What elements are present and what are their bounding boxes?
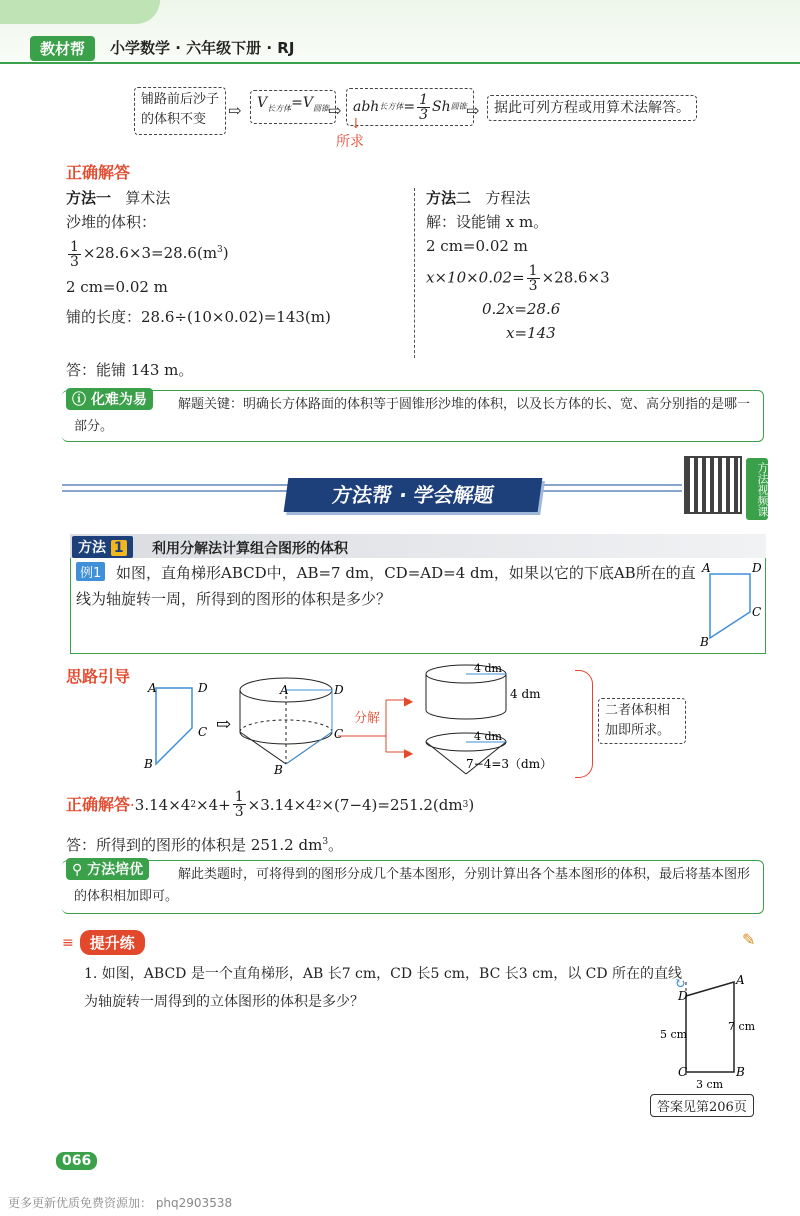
label-d: D xyxy=(678,989,688,1003)
tip-tag: ⓘ 化难为易 xyxy=(66,388,153,410)
fraction: $\frac{1}{3}$ xyxy=(528,263,538,294)
arrow-right-icon: ⇨ xyxy=(466,101,480,120)
flow-box-4: 据此可列方程或用算术法解答。 xyxy=(487,95,697,121)
arrow-right-icon: ⇨ xyxy=(328,101,342,120)
header-book-title: 小学数学 · 六年级下册 · RJ xyxy=(110,39,295,57)
answer1-final: 答：能铺 143 m。 xyxy=(66,361,194,379)
rotate-icon: ↻ xyxy=(674,976,686,992)
method-divider xyxy=(414,188,415,358)
ab-length: 7 cm xyxy=(728,1020,756,1033)
thinking-heading: 思路引导 xyxy=(66,667,131,686)
method-tag: 方法 1 xyxy=(72,536,133,558)
practice-figure xyxy=(656,972,766,1092)
answer-heading: 正确解答 xyxy=(66,163,131,182)
method2-block: 方法二 方程法 解：设能铺 x m。 2 cm=0.02 m x×10×0.02= $\frac{1}{3}$ ×28.6×3 0.2x=28.6 x=143 xyxy=(426,189,610,342)
label-d: D xyxy=(198,681,208,695)
label-c: C xyxy=(752,605,762,619)
brace xyxy=(575,670,593,778)
header-tag: 教材帮 xyxy=(30,36,95,61)
flow-box-2: $V_{长方体}=V_{圆锥}$ xyxy=(250,90,336,124)
lightbulb-icon: ⓘ xyxy=(72,392,91,408)
label-d: D xyxy=(752,561,762,575)
arrow-right-icon: ▶ xyxy=(404,694,414,708)
practice-question: 1. 如图，ABCD 是一个直角梯形，AB 长7 cm，CD 长5 cm，BC 长3 cm，以 CD 所在的直线为轴旋转一周得到的立体图形的体积是多少？ xyxy=(84,966,683,1010)
label-c: C xyxy=(198,725,208,739)
magnifier-icon: ⚲ xyxy=(72,862,88,878)
header-green-deco xyxy=(0,0,160,24)
cone-radius: 4 dm xyxy=(474,730,502,743)
label-c: C xyxy=(334,727,344,741)
cylinder-radius: 4 dm xyxy=(474,662,502,675)
arrow-right-icon: ⇨ xyxy=(216,714,232,735)
answer-reference[interactable]: 答案见第206页 xyxy=(650,1094,754,1117)
method-title: 利用分解法计算组合图形的体积 xyxy=(152,541,348,557)
cone-height: 7−4=3（dm） xyxy=(466,757,553,771)
answer2-line: 正确解答 · 3.14×4 2 ×4+ $\frac{1}{3}$ ×3.14×4 2 ×(7−4)=251.2(dm 3 ) xyxy=(66,789,475,820)
method1-block: 方法一 算术法 沙堆的体积： $\frac{1}{3}$ $\times 28.6\times 3=28.6(m^3)$ 2 cm=0.02 m 铺的长度：28.6÷(10×0.02)=143(m) xyxy=(66,189,331,326)
fraction: $\frac{1}{3}$ xyxy=(70,238,79,270)
arrow-down-icon: ↓ xyxy=(350,116,362,132)
flow-box-1: 铺路前后沙子的体积不变 xyxy=(134,87,226,135)
video-course-tab[interactable]: 方法视频课 xyxy=(746,458,768,520)
arrow-right-icon: ⇨ xyxy=(228,101,242,120)
practice-heading: ≡ 提升练 xyxy=(62,930,145,955)
arrow-right-icon: ▶ xyxy=(404,746,414,760)
tip-text: 解题关键：明确长方体路面的体积等于圆锥形沙堆的体积，以及长方体的长、宽、高分别指的是哪一部分。 xyxy=(74,397,751,434)
label-d: D xyxy=(334,683,344,697)
section-title: 方法帮 · 学会解题 xyxy=(284,478,543,512)
flow-box-3: abh 长方体 = $\frac{1}{3}$ Sh 圆锥 xyxy=(346,88,474,126)
label-b: B xyxy=(144,757,153,771)
label-b: B xyxy=(700,635,709,649)
label-c: C xyxy=(678,1065,688,1079)
label-a: A xyxy=(148,681,157,695)
fraction: $\frac{1}{3}$ xyxy=(419,91,428,123)
thinking-diagram xyxy=(140,660,600,780)
pencil-icon: ✎ xyxy=(742,930,756,949)
label-b: B xyxy=(736,1065,745,1079)
arrow-note: 所求 xyxy=(336,134,364,150)
example-text: 如图，直角梯形ABCD中，AB=7 dm，CD=AD=4 dm，如果以它的下底AB所在的直线为轴旋转一周，所得到的图形的体积是多少？ xyxy=(76,564,696,608)
tip-tag: ⚲ 方法培优 xyxy=(66,858,149,880)
fraction: $\frac{1}{3}$ xyxy=(234,789,244,820)
cylinder-height: 4 dm xyxy=(510,687,541,701)
label-a: A xyxy=(280,683,289,697)
cd-length: 5 cm xyxy=(660,1028,688,1041)
label-a: A xyxy=(736,973,745,987)
bc-length: 3 cm xyxy=(696,1078,724,1091)
thinking-note: 二者体积相加即所求。 xyxy=(598,698,686,744)
page-number: 066 xyxy=(56,1152,97,1170)
watermark: 更多更新优质免费资源加： phq2903538 xyxy=(8,1196,233,1210)
list-icon: ≡ xyxy=(62,934,74,951)
answer2-final: 答：所得到的图形的体积是 251.2 $dm^3$。 xyxy=(66,836,344,854)
label-b: B xyxy=(274,763,283,777)
qr-code[interactable] xyxy=(684,456,742,514)
tip-text: 解此类题时，可将得到的图形分成几个基本图形，分别计算出各个基本图形的体积，最后将基本图形的体积相加即可。 xyxy=(74,867,751,904)
decompose-label: 分解 xyxy=(354,711,381,726)
example-tag: 例1 xyxy=(76,562,105,581)
example-figure xyxy=(690,556,770,652)
label-a: A xyxy=(702,561,711,575)
